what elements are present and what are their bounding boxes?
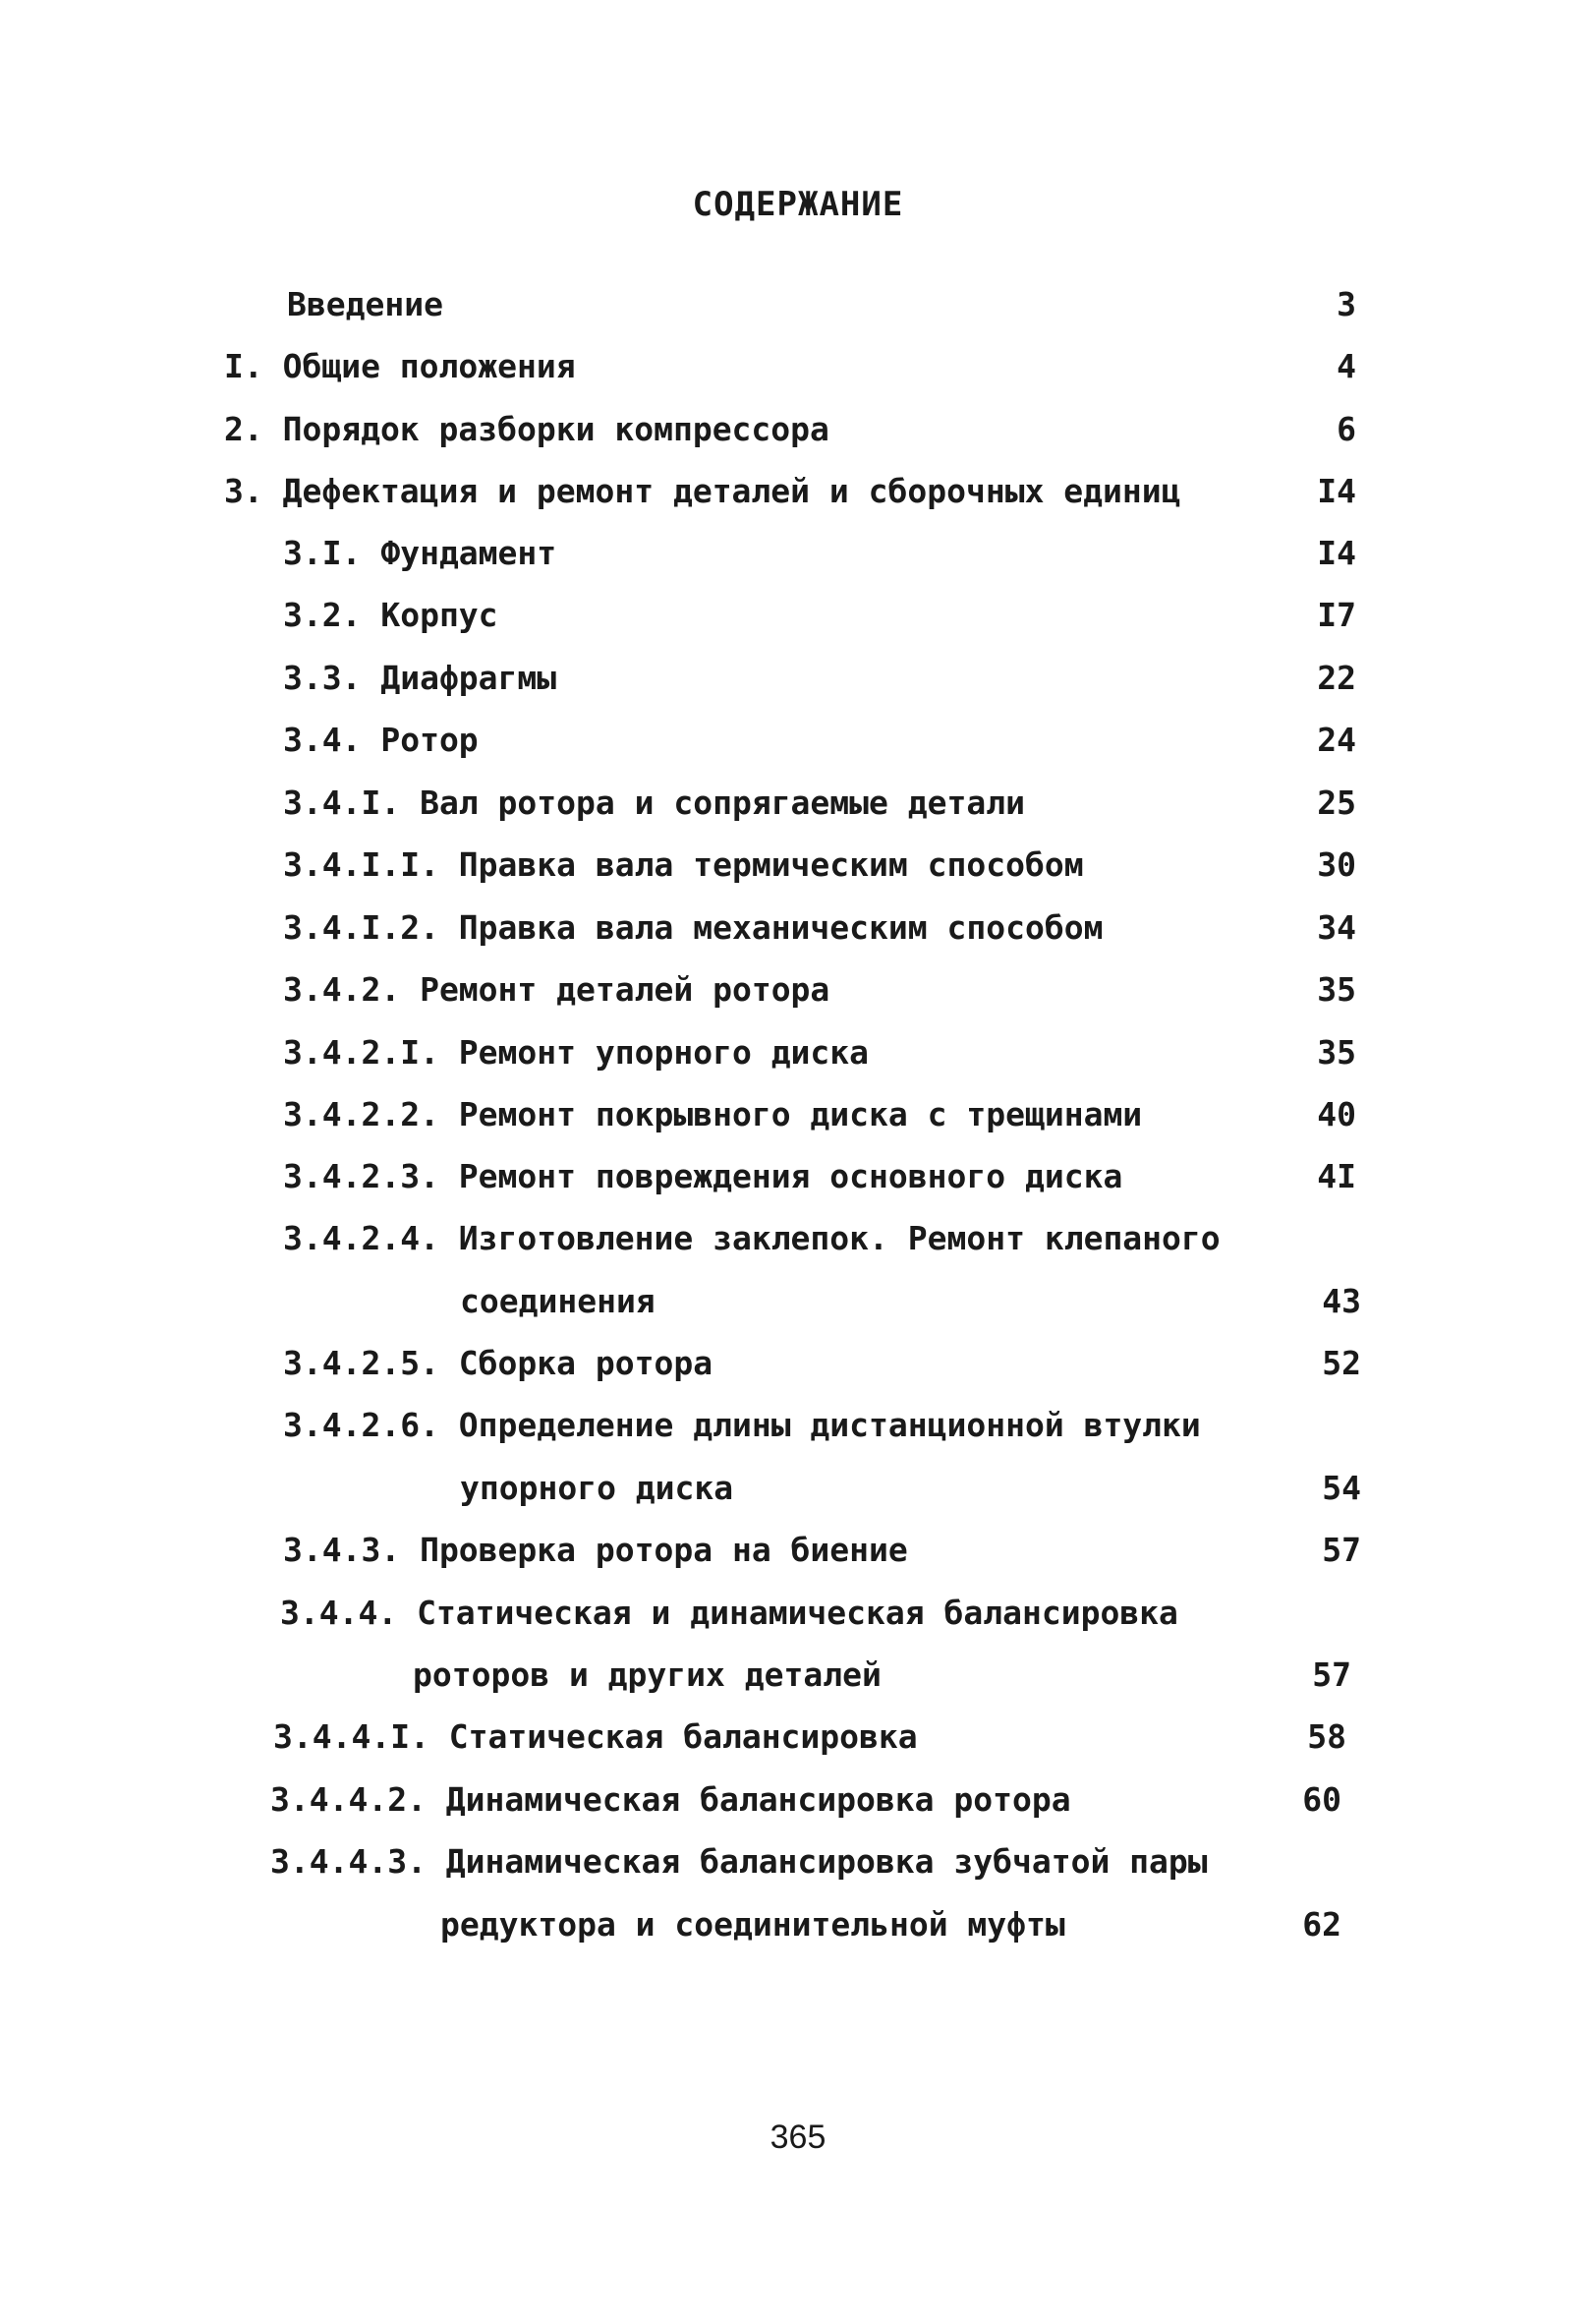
toc-entry-page: 22	[1317, 659, 1356, 697]
toc-entry-page: 62	[1302, 1905, 1341, 1944]
toc-entry-text: 3.4.2.2. Ремонт покрывного диска с трещинами	[283, 1095, 1143, 1133]
toc-entry-page: 58	[1307, 1717, 1346, 1756]
toc-entry-page: 35	[1317, 970, 1356, 1009]
toc-entry-page: 57	[1322, 1531, 1361, 1569]
toc-entry-page: 3	[1337, 285, 1356, 323]
toc-entry-text: 3.4.I.2. Правка вала механическим способом	[283, 908, 1104, 947]
toc-entry-text: 3.4.4.I. Статическая балансировка	[273, 1717, 918, 1756]
toc-entry-text: 3. Дефектация и ремонт деталей и сборочных единиц	[224, 472, 1181, 510]
toc-entry-text: 3.4.4.2. Динамическая балансировка ротора	[270, 1780, 1071, 1819]
toc-entry-text: I. Общие положения	[224, 347, 576, 385]
toc-entry-text: 3.3. Диафрагмы	[283, 659, 557, 697]
toc-entry-text: роторов и других деталей	[413, 1655, 882, 1694]
toc-entry-text: 3.4.4. Статическая и динамическая балансировка	[280, 1594, 1178, 1632]
toc-entry-page: 4	[1337, 347, 1356, 385]
toc-entry-text: Введение	[287, 285, 443, 323]
toc-entry-text: 3.2. Корпус	[283, 596, 498, 634]
toc-entry-page: I4	[1317, 534, 1356, 572]
toc-entry-text: 3.4.2.6. Определение длины дистанционной втулки	[283, 1406, 1201, 1444]
toc-entry-text: 3.4.2.I. Ремонт упорного диска	[283, 1033, 870, 1072]
toc-entry-text: упорного диска	[460, 1469, 734, 1507]
toc-entry-text: соединения	[460, 1282, 656, 1320]
toc-entry-text: редуктора и соединительной муфты	[440, 1905, 1065, 1944]
toc-entry-text: 3.4.I. Вал ротора и сопрягаемые детали	[283, 784, 1025, 822]
toc-entry-page: 24	[1317, 721, 1356, 759]
toc-entry-page: 43	[1322, 1282, 1361, 1320]
toc-entry-text: 3.I. Фундамент	[283, 534, 557, 572]
toc-entry-page: 57	[1312, 1655, 1351, 1694]
toc-entry-text: 3.4.2.3. Ремонт повреждения основного диска	[283, 1157, 1123, 1195]
toc-entry-page: 40	[1317, 1095, 1356, 1133]
toc-entry-text: 3.4.I.I. Правка вала термическим способом	[283, 845, 1084, 884]
toc-entry-text: 3.4.3. Проверка ротора на биение	[283, 1531, 908, 1569]
toc-entry-text: 3.4.4.3. Динамическая балансировка зубчатой пары	[270, 1842, 1208, 1881]
toc-entry-page: 4I	[1317, 1157, 1356, 1195]
page-title: СОДЕРЖАНИЕ	[692, 185, 904, 224]
toc-entry-page: 6	[1337, 410, 1356, 448]
toc-entry-page: 35	[1317, 1033, 1356, 1072]
toc-entry-page: 52	[1322, 1344, 1361, 1382]
toc-entry-page: 54	[1322, 1469, 1361, 1507]
toc-entry-page: 30	[1317, 845, 1356, 884]
toc-entry-text: 3.4.2.5. Сборка ротора	[283, 1344, 713, 1382]
toc-entry-page: 60	[1302, 1780, 1341, 1819]
toc-entry-page: 34	[1317, 908, 1356, 947]
toc-entry-text: 3.4.2.4. Изготовление заклепок. Ремонт клепаного	[283, 1219, 1221, 1257]
toc-entry-page: I7	[1317, 596, 1356, 634]
page-number: 365	[770, 2119, 826, 2156]
toc-entry-text: 2. Порядок разборки компрессора	[224, 410, 829, 448]
toc-entry-page: I4	[1317, 472, 1356, 510]
toc-entry-text: 3.4. Ротор	[283, 721, 479, 759]
toc-entry-text: 3.4.2. Ремонт деталей ротора	[283, 970, 830, 1009]
toc-entry-page: 25	[1317, 784, 1356, 822]
